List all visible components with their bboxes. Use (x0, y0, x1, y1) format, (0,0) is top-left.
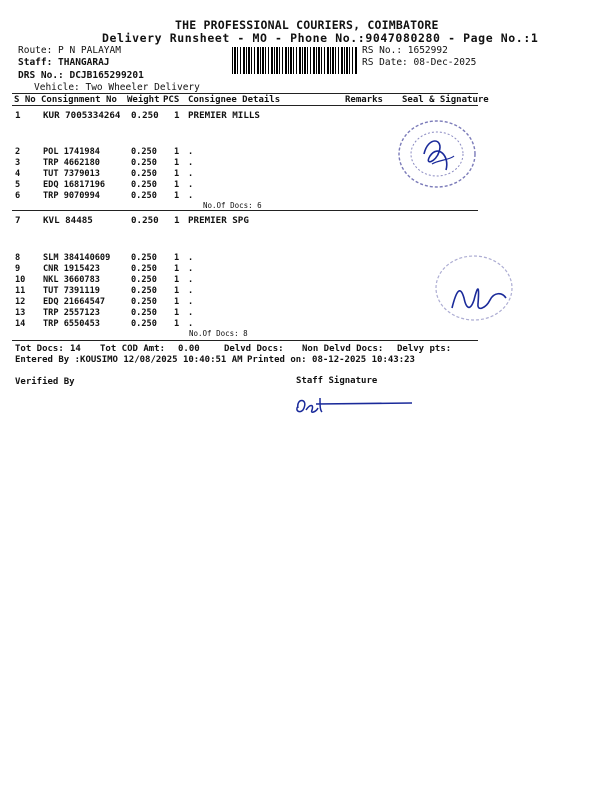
delivery-points: Delvy pts: (397, 344, 452, 354)
row-sno: 11 (15, 286, 26, 296)
row-consignment: TRP 4662180 (43, 158, 100, 168)
row-pcs: 1 (174, 215, 180, 226)
row-weight: 0.250 (131, 275, 157, 285)
rs-number: RS No.: 1652992 (362, 45, 448, 56)
tot-cod-label: Tot COD Amt: (100, 344, 166, 354)
row-consignee: . (188, 158, 194, 168)
row-weight: 0.250 (131, 158, 157, 168)
row-consignment: SLM 384140609 (43, 253, 111, 263)
non-delivered-docs: Non Delvd Docs: (302, 344, 384, 354)
row-weight: 0.250 (131, 319, 157, 329)
row-sno: 13 (15, 308, 26, 318)
runsheet-title: Delivery Runsheet - MO - Phone No.:9047080280 - Page No.:1 (102, 31, 539, 45)
row-consignee: . (188, 180, 194, 190)
staff-signature-label: Staff Signature (296, 376, 378, 386)
vehicle: Vehicle: Two Wheeler Delivery (34, 82, 200, 93)
row-sno: 2 (15, 147, 21, 157)
row-consignee: . (188, 319, 194, 329)
row-consignment: TUT 7391119 (43, 286, 100, 296)
row-consignment: CNR 1915423 (43, 264, 100, 274)
printed-on: Printed on: 08-12-2025 10:43:23 (247, 355, 415, 365)
row-pcs: 1 (174, 147, 180, 157)
seal-stamp-1 (394, 116, 480, 192)
row-sno: 5 (15, 180, 21, 190)
row-pcs: 1 (174, 253, 180, 263)
table-top-rule (12, 93, 478, 94)
row-pcs: 1 (174, 308, 180, 318)
row-pcs: 1 (174, 180, 180, 190)
row-consignee: . (188, 297, 194, 307)
route: Route: P N PALAYAM (18, 45, 121, 56)
row-pcs: 1 (174, 158, 180, 168)
row-consignee: . (188, 286, 194, 296)
col-weight: Weight (127, 95, 160, 105)
row-consignment: TUT 7379013 (43, 169, 100, 179)
row-weight: 0.250 (131, 215, 159, 226)
row-weight: 0.250 (131, 264, 157, 274)
row-weight: 0.250 (131, 253, 157, 263)
row-consignee: . (188, 191, 194, 201)
row-sno: 6 (15, 191, 21, 201)
row-consignment: EDQ 16817196 (43, 180, 106, 190)
row-consignee: . (188, 264, 194, 274)
drs-number: DRS No.: DCJB165299201 (18, 70, 144, 81)
row-consignment: KVL 84485 (43, 215, 93, 226)
row-weight: 0.250 (131, 180, 157, 190)
row-consignment: EDQ 21664547 (43, 297, 106, 307)
tot-docs-value: 14 (70, 344, 81, 354)
col-seal-signature: Seal & Signature (402, 95, 489, 105)
row-consignment: TRP 9070994 (43, 191, 100, 201)
entered-by: Entered By :KOUSIMO 12/08/2025 10:40:51 AM (15, 355, 243, 365)
col-sno: S No (14, 95, 36, 105)
row-pcs: 1 (174, 286, 180, 296)
row-sno: 3 (15, 158, 21, 168)
row-sno: 10 (15, 275, 26, 285)
row-consignment: TRP 6550453 (43, 319, 100, 329)
row-weight: 0.250 (131, 110, 159, 121)
row-pcs: 1 (174, 275, 180, 285)
row-sno: 1 (15, 110, 21, 121)
row-weight: 0.250 (131, 297, 157, 307)
tot-cod-value: 0.00 (178, 344, 200, 354)
company-title: THE PROFESSIONAL COURIERS, COIMBATORE (175, 18, 439, 32)
row-sno: 9 (15, 264, 21, 274)
row-pcs: 1 (174, 191, 180, 201)
table-bottom-rule (12, 340, 478, 341)
group-doc-count: No.Of Docs: 8 (189, 329, 248, 338)
delivered-docs: Delvd Docs: (224, 344, 284, 354)
col-remarks: Remarks (345, 95, 383, 105)
group-doc-count: No.Of Docs: 6 (203, 201, 262, 210)
col-consignment: Consignment No (41, 95, 117, 105)
tot-docs-label: Tot Docs: (15, 344, 64, 354)
row-consignee: PREMIER MILLS (188, 110, 260, 121)
row-consignee: . (188, 169, 194, 179)
row-weight: 0.250 (131, 169, 157, 179)
row-sno: 12 (15, 297, 26, 307)
row-sno: 14 (15, 319, 26, 329)
row-consignee: PREMIER SPG (188, 215, 249, 226)
row-weight: 0.250 (131, 308, 157, 318)
table-header-rule (12, 105, 478, 106)
row-pcs: 1 (174, 297, 180, 307)
row-consignee: . (188, 275, 194, 285)
row-consignee: . (188, 147, 194, 157)
row-pcs: 1 (174, 319, 180, 329)
row-weight: 0.250 (131, 286, 157, 296)
row-sno: 4 (15, 169, 21, 179)
staff: Staff: THANGARAJ (18, 57, 110, 68)
group-separator (12, 210, 478, 211)
col-consignee: Consignee Details (188, 95, 281, 105)
row-pcs: 1 (174, 169, 180, 179)
row-consignment: TRP 2557123 (43, 308, 100, 318)
verified-by: Verified By (15, 377, 75, 387)
seal-stamp-2 (430, 252, 520, 328)
row-consignee: . (188, 253, 194, 263)
row-consignee: . (188, 308, 194, 318)
row-pcs: 1 (174, 110, 180, 121)
row-pcs: 1 (174, 264, 180, 274)
staff-signature (290, 390, 420, 420)
row-sno: 7 (15, 215, 21, 226)
row-sno: 8 (15, 253, 21, 263)
barcode-image (232, 47, 358, 74)
rs-date: RS Date: 08-Dec-2025 (362, 57, 477, 68)
row-consignment: NKL 3660783 (43, 275, 100, 285)
col-pcs: PCS (163, 95, 180, 105)
row-consignment: POL 1741984 (43, 147, 100, 157)
row-weight: 0.250 (131, 191, 157, 201)
row-weight: 0.250 (131, 147, 157, 157)
row-consignment: KUR 7005334264 (43, 110, 121, 121)
